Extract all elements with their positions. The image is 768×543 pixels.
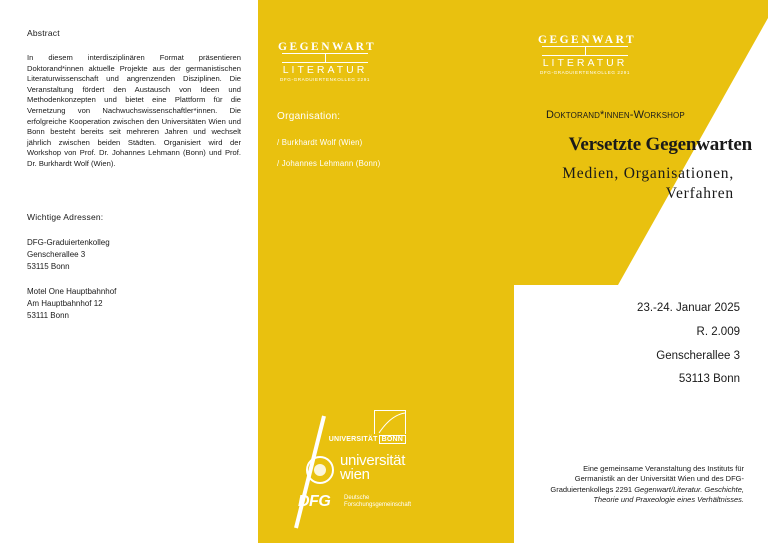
organiser-item: / Johannes Lehmann (Bonn) (277, 159, 381, 168)
wien-logo-name (340, 454, 405, 482)
event-date: 23.-24. Januar 2025 (637, 302, 740, 314)
subtitle-line: Verfahren (665, 185, 734, 202)
event-info (637, 297, 740, 392)
logo-top-word: GEGENWART (278, 41, 377, 53)
footer-note (544, 464, 744, 506)
dfg-mark: DFG (298, 493, 331, 510)
gegenwart-literatur-logo (538, 34, 637, 75)
right-panel (514, 0, 768, 543)
middle-panel (258, 0, 514, 543)
event-street: Genscherallee 3 (656, 349, 740, 362)
event-city: 53113 Bonn (678, 373, 740, 386)
address-line: Am Hauptbahnhof 12 (27, 299, 103, 308)
event-title: Versetzte Gegenwarten (568, 134, 752, 155)
event-subtitle (514, 164, 734, 204)
universitaet-wien-logo (306, 454, 416, 488)
address-hotel (27, 286, 116, 322)
address-line: 53115 Bonn (27, 262, 70, 271)
logo-slash (325, 54, 326, 62)
gegenwart-literatur-logo (278, 41, 377, 82)
workshop-label: Doktorand*innen-Workshop (546, 109, 685, 121)
universitaet-bonn-logo (320, 410, 406, 448)
logo-slash (585, 47, 586, 55)
dfg-text (344, 495, 411, 509)
event-room: R. 2.009 (696, 325, 740, 338)
logo-bottom-word: LITERATUR (282, 64, 368, 76)
address-line: 53111 Bonn (27, 311, 69, 320)
address-line: DFG-Graduiertenkolleg (27, 238, 110, 247)
footer-italic: Geschichte, Theorie und Praxeologie eines Verhältnisses. (593, 484, 744, 505)
address-graduiertenkolleg (27, 237, 110, 273)
address-line: Genscherallee 3 (27, 250, 86, 259)
logo-rule (542, 55, 628, 56)
footer-text: Eine gemeinsame Veranstaltung des Instituts für Germanistik an der Universität Wien und des DFG-Graduiertenkollegs 2291 (550, 464, 744, 494)
subtitle-line: Medien, Organisationen, (562, 165, 734, 182)
logo-subline: DFG-GRADUIERTENKOLLEG 2291 (539, 70, 631, 75)
addresses-heading: Wichtige Adressen: (27, 212, 104, 222)
wien-label-a: universität (340, 452, 406, 469)
dfg-text-a: Deutsche (344, 495, 370, 501)
logo-top-word: GEGENWART (538, 34, 637, 46)
wien-label-b: wien (340, 466, 370, 483)
bonn-logo-frame (374, 410, 406, 434)
logo-subline: DFG-GRADUIERTENKOLLEG 2291 (279, 77, 371, 82)
wien-seal-icon (306, 456, 334, 484)
left-panel (0, 0, 258, 543)
bonn-logo-label (329, 436, 406, 443)
organisation-heading: Organisation: (277, 111, 341, 122)
logo-bottom-word: LITERATUR (542, 57, 628, 69)
dfg-text-b: Forschungsgemeinschaft (344, 502, 412, 508)
bonn-label-b: BONN (379, 435, 406, 444)
address-line: Motel One Hauptbahnhof (27, 287, 117, 296)
bonn-label-a: UNIVERSITÄT (328, 436, 378, 443)
footer-italic: Gegenwart/Literatur. (634, 484, 703, 494)
organiser-item: / Burkhardt Wolf (Wien) (277, 138, 363, 147)
yellow-wedge (514, 0, 768, 543)
abstract-text: In diesem interdisziplinären Format präsentieren Doktorand*innen aktuelle Projekte aus der germanistischen Literaturwissenschaft und angrenzenden Disziplinen. Die Veranstaltung fördert den Austausch von Ideen und Methodenkonzepten und bietet eine Plattform für die Vernetzung von Nachwuchswissenschaftler*innen. Die erfolgreiche Kooperation zwischen den Universitäten Wien und Bonn besteht bereits seit mehreren Jahren und wechselt jährlich zwischen beiden Städten. Organisiert wird der Workshop von Prof. Dr. Johannes Lehmann (Bonn) und Prof. Dr. Burkhardt Wolf (Wien). (27, 53, 241, 168)
logo-rule (282, 62, 368, 63)
abstract-heading: Abstract (27, 28, 60, 38)
bonn-logo-curve (375, 411, 407, 435)
